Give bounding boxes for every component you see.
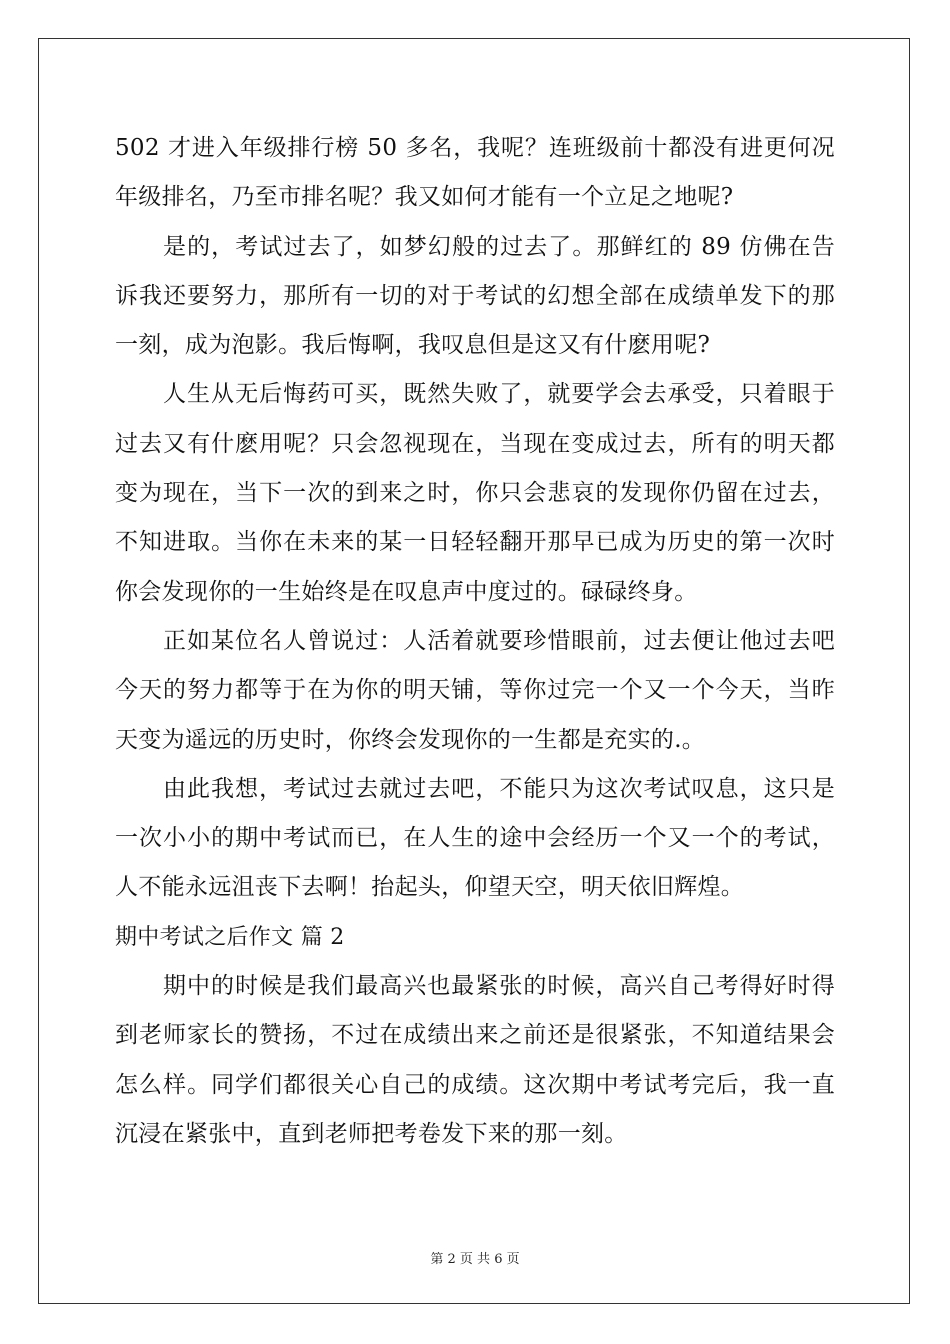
text-line: 是的，考试过去了，如梦幻般的过去了。那鲜红的 89 仿佛在告 <box>163 233 835 260</box>
text-line: 变为现在，当下一次的到来之时，你只会悲哀的发现你仍留在过去， <box>115 480 835 507</box>
text-line: 正如某位名人曾说过：人活着就要珍惜眼前，过去便让他过去吧 <box>163 627 835 654</box>
text-line: 年级排名，乃至市排名呢？我又如何才能有一个立足之地呢? <box>115 184 734 211</box>
page-footer: 第 2 页 共 6 页 <box>430 1252 520 1267</box>
text-line: 过去又有什麽用呢？只会忽视现在，当现在变成过去，所有的明天都 <box>115 430 835 457</box>
text-line: 人生从无后悔药可买，既然失败了，就要学会去承受，只着眼于 <box>163 381 835 408</box>
text-line: 你会发现你的一生始终是在叹息声中度过的。碌碌终身。 <box>115 578 698 605</box>
text-line: 502 才进入年级排行榜 50 多名，我呢？连班级前十都没有进更何况 <box>115 135 835 161</box>
text-line: 到老师家长的赞扬，不过在成绩出来之前还是很紧张，不知道结果会 <box>115 1022 835 1049</box>
text-line: 沉浸在紧张中，直到老师把考卷发下来的那一刻。 <box>115 1120 628 1147</box>
text-line: 天变为遥远的历史时，你终会发现你的一生都是充实的.。 <box>115 726 706 753</box>
text-line: 期中的时候是我们最高兴也最紧张的时候，高兴自己考得好时得 <box>163 973 835 1000</box>
document-body <box>115 124 835 1159</box>
text-line: 诉我还要努力，那所有一切的对于考试的幻想全部在成绩单发下的那 <box>115 282 835 309</box>
text-line: 一刻，成为泡影。我后悔啊，我叹息但是这又有什麽用呢? <box>115 332 711 359</box>
text-line: 今天的努力都等于在为你的明天铺，等你过完一个又一个今天，当昨 <box>115 677 835 704</box>
text-line: 一次小小的期中考试而已，在人生的途中会经历一个又一个的考试， <box>115 825 835 852</box>
text-line: 人不能永远沮丧下去啊！抬起头，仰望天空，明天依旧辉煌。 <box>115 874 745 901</box>
section-heading: 期中考试之后作文 篇 2 <box>115 924 345 950</box>
text-line: 怎么样。同学们都很关心自己的成绩。这次期中考试考完后，我一直 <box>115 1071 835 1098</box>
text-line: 由此我想，考试过去就过去吧，不能只为这次考试叹息，这只是 <box>163 775 835 802</box>
text-line: 不知进取。当你在未来的某一日轻轻翻开那早已成为历史的第一次时 <box>115 529 835 556</box>
